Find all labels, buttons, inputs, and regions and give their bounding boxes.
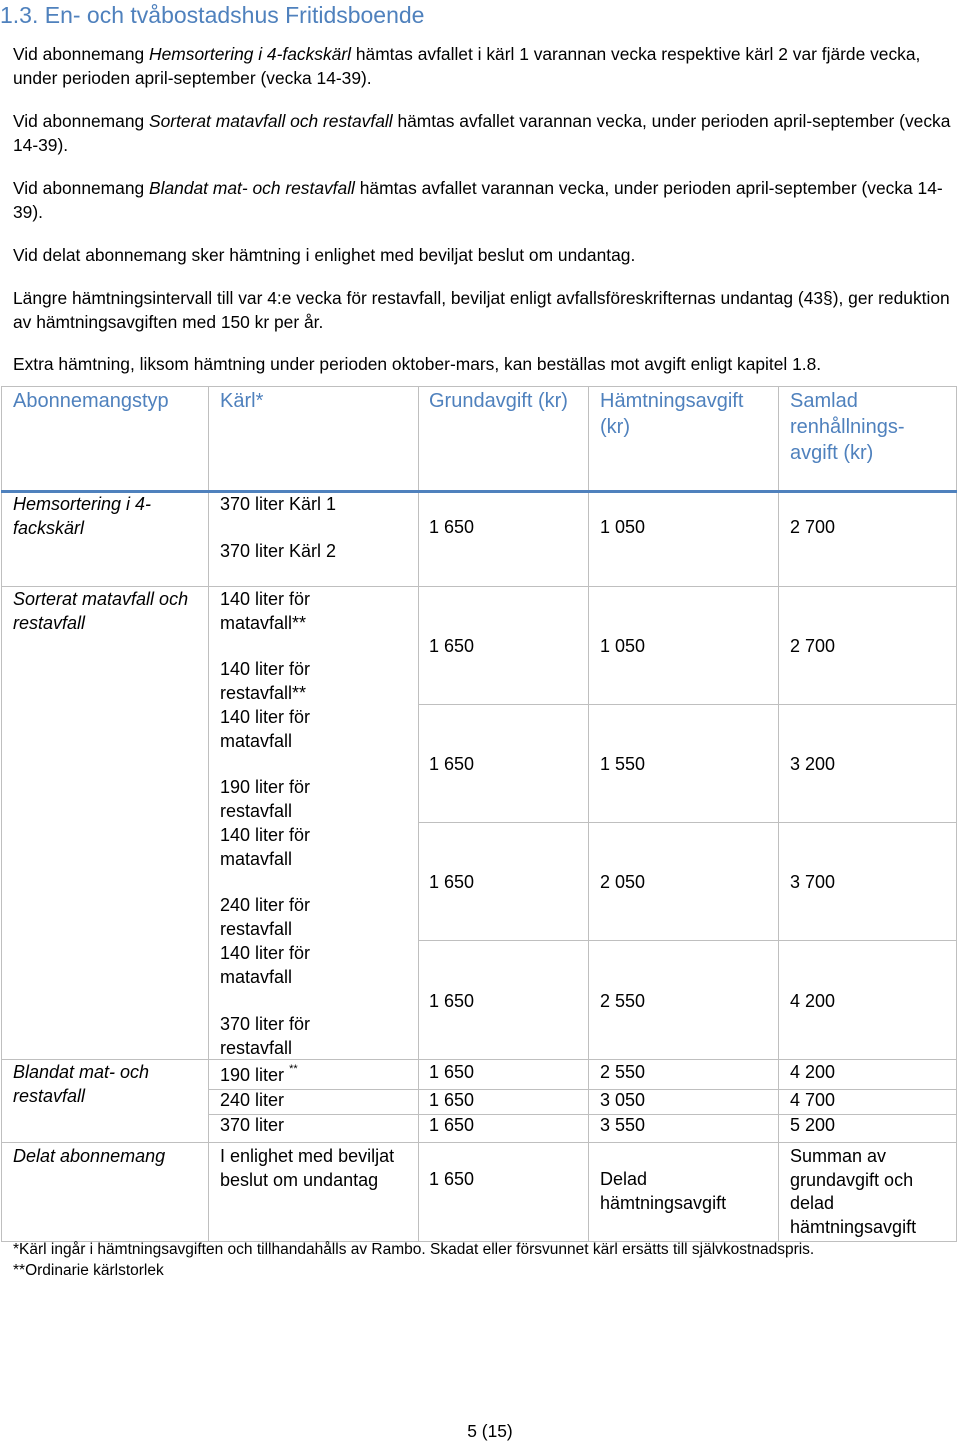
paragraph-extra-hamtning: Extra hämtning, liksom hämtning under perioden oktober-mars, kan beställas mot avgift enligt kapitel 1.8. (13, 354, 822, 374)
total-fee: 4 200 (790, 991, 836, 1011)
total-fee: 3 700 (790, 872, 836, 892)
paragraph-blandat: Vid abonnemang Blandat mat- och restavfall hämtas avfallet varannan vecka, under perioden april-september (vecka 14-39). (13, 178, 943, 222)
type-hemsortering: Hemsortering i 4-fackskärl (13, 494, 152, 538)
type-delat: Delat abonnemang (13, 1146, 166, 1166)
total-fee: 4 200 (790, 1062, 836, 1082)
type-blandat: Blandat mat- och restavfall (13, 1062, 150, 1106)
row-divider (1, 1142, 957, 1143)
base-fee: 1 650 (429, 754, 475, 774)
collection-fee: 3 550 (600, 1115, 646, 1135)
header-samlad-avgift: Samlad renhållnings-avgift (kr) (790, 390, 905, 464)
collection-fee: 1 550 (600, 754, 646, 774)
row-divider (208, 1089, 957, 1090)
header-karl: Kärl* (220, 390, 264, 412)
row-divider (418, 704, 957, 705)
footnote-ordinarie: **Ordinarie kärlstorlek (13, 1262, 164, 1279)
header-grundavgift: Grundavgift (kr) (429, 390, 568, 412)
base-fee: 1 650 (429, 1169, 475, 1189)
collection-fee: 2 550 (600, 1062, 646, 1082)
bin-matavfall: 140 liter för matavfall (220, 707, 311, 751)
row-divider (1, 586, 957, 587)
paragraph-delat: Vid delat abonnemang sker hämtning i enlighet med beviljat beslut om undantag. (13, 245, 636, 265)
base-fee: 1 650 (429, 636, 475, 656)
total-fee: 2 700 (790, 517, 836, 537)
base-fee: 1 650 (429, 1090, 475, 1110)
row-divider (1, 1059, 957, 1060)
bin-karl-1: 370 liter Kärl 1 (220, 494, 337, 514)
total-fee: 3 200 (790, 754, 836, 774)
bin-matavfall: 140 liter för matavfall (220, 825, 311, 869)
bin-karl-2: 370 liter Kärl 2 (220, 541, 337, 561)
paragraph-hemsortering: Vid abonnemang Hemsortering i 4-fackskärl hämtas avfallet i kärl 1 varannan vecka respektive kärl 2 var fjärde vecka, under perioden april-september (vecka 14-39). (13, 44, 921, 88)
fee-table (0, 386, 960, 1242)
page-number: 5 (15) (467, 1421, 513, 1441)
bin-matavfall: 140 liter för matavfall (220, 943, 311, 987)
collection-fee: 1 050 (600, 636, 646, 656)
total-fee: 4 700 (790, 1090, 836, 1110)
base-fee: 1 650 (429, 517, 475, 537)
bin-delat: I enlighet med beviljat beslut om undantag (220, 1146, 395, 1190)
footnote-karl: *Kärl ingår i hämtningsavgiften och tillhandahålls av Rambo. Skadat eller försvunnet kärl ersätts till självkostnadspris. (13, 1241, 815, 1258)
collection-fee: Delad hämtningsavgift (600, 1169, 727, 1213)
row-divider (208, 1114, 957, 1115)
type-sorterat: Sorterat matavfall och restavfall (13, 589, 189, 633)
section-heading: 1.3. En- och tvåbostadshus Fritidsboende (0, 2, 425, 28)
table-border-left (1, 386, 2, 1242)
row-divider (418, 822, 957, 823)
bin-restavfall: 140 liter för restavfall** (220, 659, 311, 703)
paragraph-hamtningsintervall: Längre hämtningsintervall till var 4:e vecka för restavfall, beviljat enligt avfallsföreskrifternas undantag (43§), ger reduktion av hämtningsavgiften med 150 kr per år. (13, 288, 950, 332)
collection-fee: 2 550 (600, 991, 646, 1011)
bin-restavfall: 190 liter för restavfall (220, 777, 311, 821)
bin-restavfall: 240 liter för restavfall (220, 895, 311, 939)
collection-fee: 2 050 (600, 872, 646, 892)
bin-size: 240 liter (220, 1090, 285, 1110)
bin-restavfall: 370 liter för restavfall (220, 1014, 311, 1058)
base-fee: 1 650 (429, 1062, 475, 1082)
base-fee: 1 650 (429, 1115, 475, 1135)
total-fee: 5 200 (790, 1115, 836, 1135)
paragraph-sorterat: Vid abonnemang Sorterat matavfall och restavfall hämtas avfallet varannan vecka, under perioden april-september (vecka 14-39). (13, 111, 951, 155)
bin-matavfall: 140 liter för matavfall** (220, 589, 311, 633)
base-fee: 1 650 (429, 872, 475, 892)
total-fee: 2 700 (790, 636, 836, 656)
header-abonnemangstyp: Abonnemangstyp (13, 390, 169, 412)
bin-size: 190 liter ** (220, 1063, 298, 1085)
collection-fee: 3 050 (600, 1090, 646, 1110)
bin-size: 370 liter (220, 1115, 285, 1135)
collection-fee: 1 050 (600, 517, 646, 537)
header-hamtningsavgift: Hämtningsavgift (kr) (600, 390, 744, 438)
base-fee: 1 650 (429, 991, 475, 1011)
table-border-top (1, 386, 957, 387)
total-fee: Summan av grundavgift och delad hämtningsavgift (790, 1146, 917, 1237)
row-divider (418, 940, 957, 941)
